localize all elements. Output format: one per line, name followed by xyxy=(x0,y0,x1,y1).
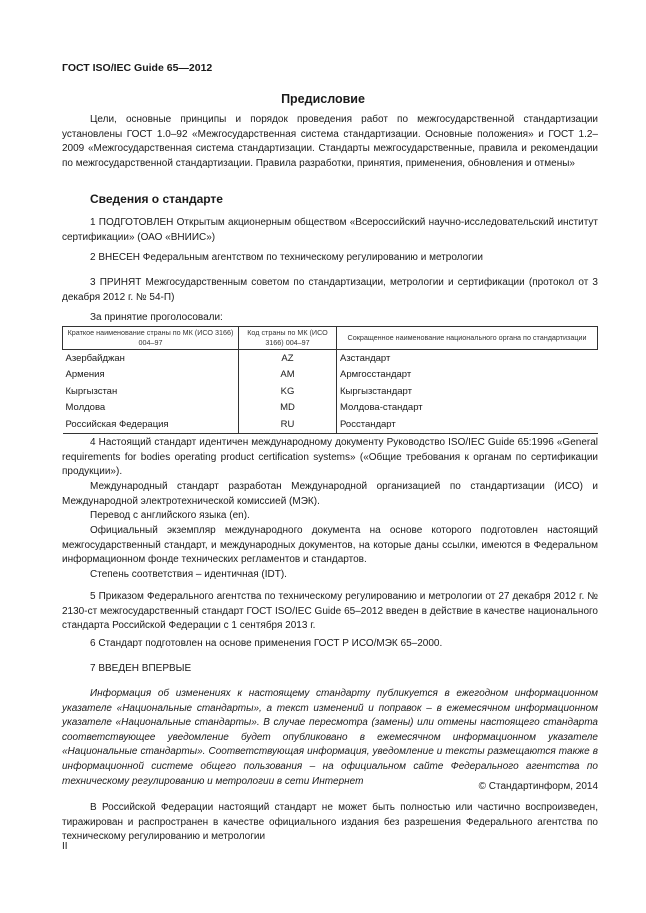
country-cell: Кыргызстан xyxy=(65,385,118,397)
item-4-paragraph: 4 Настоящий стандарт идентичен международному документу Руководство ISO/IEC Guide 65:1996 «General requirements for bodies operating product certification systems» («Общие требования к органам по сертификации продукции»). xyxy=(62,437,598,478)
item-1-paragraph: 1 ПОДГОТОВЛЕН Открытым акционерным обществом «Всероссийский научно-исследовательский институт сертификации» (ОАО «ВНИИС») xyxy=(62,217,598,243)
item-6-paragraph: 6 Стандарт подготовлен на основе применения ГОСТ Р ИСО/МЭК 65–2000. xyxy=(90,638,443,649)
page-title: Предисловие xyxy=(281,92,365,106)
table-header-code: Код страны по МК (ИСО 3166) 004–97 xyxy=(239,327,337,350)
table-row xyxy=(63,383,598,400)
table-header-row xyxy=(63,327,598,350)
voting-table xyxy=(62,326,598,434)
body-cell: Азстандарт xyxy=(340,352,391,364)
body-cell: Кыргызстандарт xyxy=(340,385,412,397)
item-4-official-copy-paragraph: Официальный экземпляр международного документа на основе которого подготовлен настоящий межгосударственный стандарт, и международных документов, на которые даны ссылки, имеются в Федеральном информационном фонде технических регламентов и стандартов. xyxy=(62,525,598,566)
section-title: Сведения о стандарте xyxy=(90,192,223,206)
code-cell: AM xyxy=(239,367,337,384)
country-cell: Армения xyxy=(65,369,105,381)
item-2-paragraph: 2 ВНЕСЕН Федеральным агентством по техническому регулированию и метрологии xyxy=(90,252,483,263)
body-cell: Молдова-стандарт xyxy=(340,402,423,414)
votes-label: За принятие проголосовали: xyxy=(90,312,223,323)
item-4-origin-paragraph: Международный стандарт разработан Международной организацией по стандартизации (ИСО) и Международной электротехнической комиссией (МЭК). xyxy=(62,481,598,507)
table-row xyxy=(63,400,598,417)
table-header-country: Краткое наименование страны по МК (ИСО 3166) 004–97 xyxy=(63,327,239,350)
copyright: © Стандартинформ, 2014 xyxy=(478,781,598,792)
table-header-body: Сокращенное наименование национального органа по стандартизации xyxy=(337,327,598,350)
document-header: ГОСТ ISO/IEC Guide 65—2012 xyxy=(62,62,213,74)
body-cell: Росстандарт xyxy=(337,416,598,433)
item-4-conformity-paragraph: Степень соответствия – идентичная (IDT). xyxy=(90,569,287,580)
body-cell: Армгосстандарт xyxy=(340,369,412,381)
table-row xyxy=(63,416,598,433)
intro-paragraph: Цели, основные принципы и порядок проведения работ по межгосударственной стандартизации установлены ГОСТ 1.0–92 «Межгосударственная система стандартизации. Основные положения» и ГОСТ 1.2–2009 «Межгосударственная система стандартизации. Стандарты межгосударственные, правила и рекомендации по межгосударственной стандартизации. Правила разработки, принятия, применения, обновления и отмены» xyxy=(62,114,598,169)
item-5-paragraph: 5 Приказом Федерального агентства по техническому регулированию и метрологии от 27 декабря 2012 г. № 2130-ст межгосударственный стандарт ГОСТ ISO/IEC Guide 65–2012 введен в действие в качестве национального стандарта Российской Федерации с 1 сентября 2013 г. xyxy=(62,591,598,632)
code-cell: AZ xyxy=(239,350,337,367)
table-row xyxy=(63,367,598,384)
country-cell: Азербайджан xyxy=(65,352,125,364)
code-cell: RU xyxy=(239,416,337,433)
reproduction-notice: В Российской Федерации настоящий стандарт не может быть полностью или частично воспроизведен, тиражирован и распространен в качестве официального издания без разрешения Федерального агентства по техническому регулированию и метрологии xyxy=(62,802,598,843)
code-cell: MD xyxy=(239,400,337,417)
country-cell: Молдова xyxy=(65,402,106,414)
item-4-translation-paragraph: Перевод с английского языка (en). xyxy=(90,510,250,521)
item-7-paragraph: 7 ВВЕДЕН ВПЕРВЫЕ xyxy=(90,663,192,674)
table-row xyxy=(63,350,598,367)
country-cell: Российская Федерация xyxy=(63,416,239,433)
amendments-info-paragraph: Информация об изменениях к настоящему стандарту публикуется в ежегодном информационном указателе «Национальные стандарты», а текст изменений и поправок – в ежемесячном информационном указателе «Национальные стандарты». В случае пересмотра (замены) или отмены настоящего стандарта соответствующее уведомление будет опубликовано в ежемесячном информационном указателе «Национальные стандарты». Соответствующая информация, уведомление и тексты размещаются также в информационной системе общего пользования – на официальном сайте Федерального агентства по техническому регулированию и метрологии в сети Интернет xyxy=(62,688,598,787)
page-number: II xyxy=(62,841,68,852)
code-cell: KG xyxy=(239,383,337,400)
item-3-paragraph: 3 ПРИНЯТ Межгосударственным советом по стандартизации, метрологии и сертификации (протокол от 3 декабря 2012 г. № 54-П) xyxy=(62,277,598,303)
